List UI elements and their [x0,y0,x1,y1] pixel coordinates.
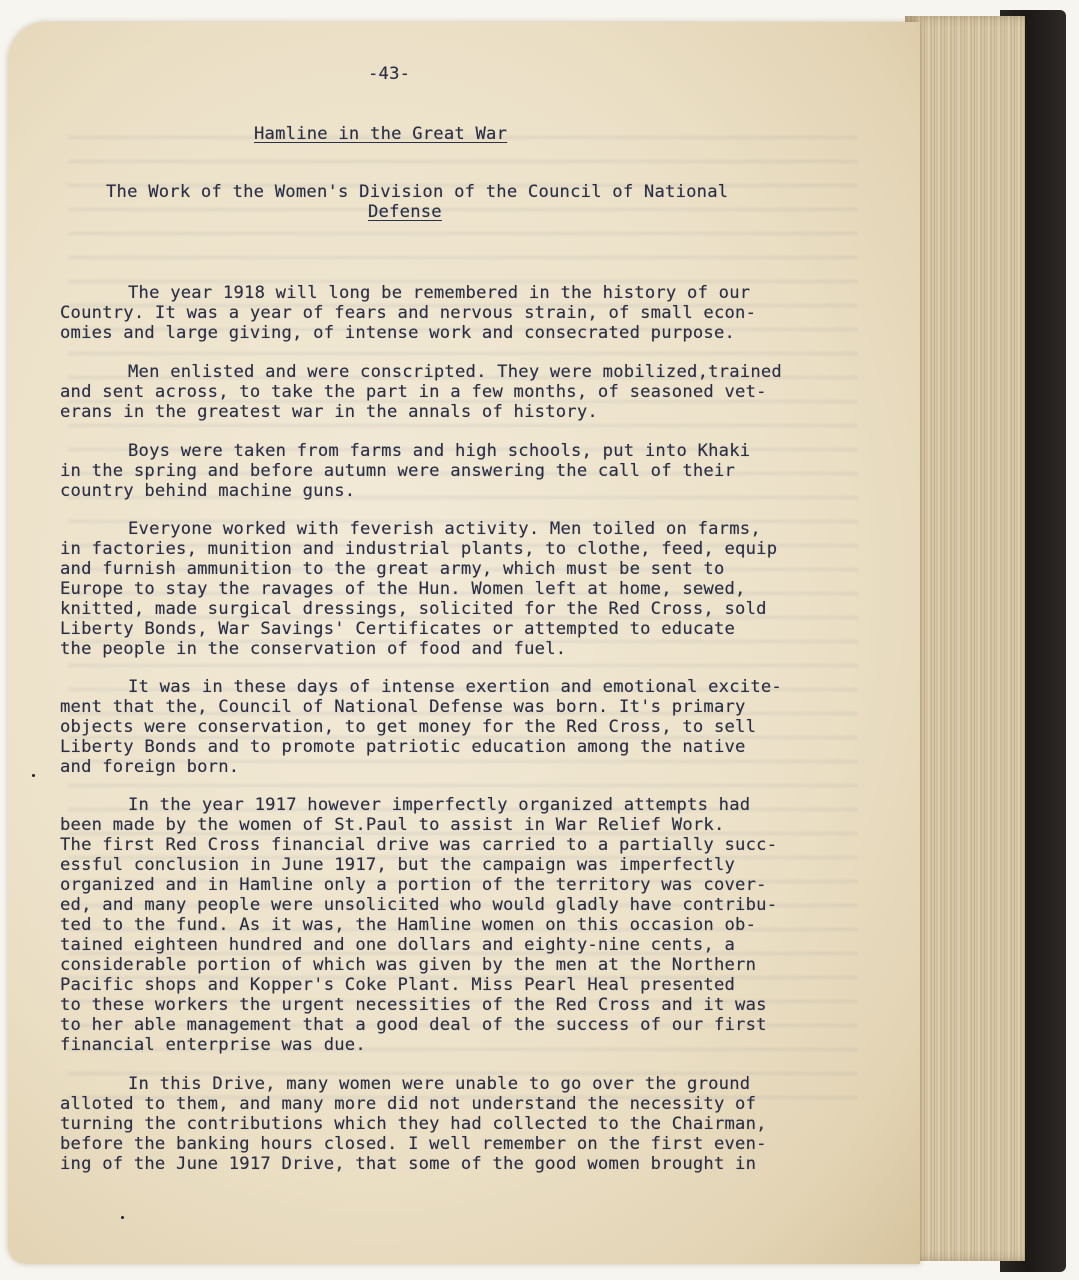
text-line: ing of the June 1917 Drive, that some of the good women brought in [60,1154,757,1174]
text-line: Country. It was a year of fears and nervous strain, of small econ- [60,303,757,323]
text-line: tained eighteen hundred and one dollars and eighty-nine cents, a [60,935,736,955]
text-line: In this Drive, many women were unable to go over the ground [128,1074,751,1094]
text-line: It was in these days of intense exertion and emotional excite- [128,677,782,697]
page-number: -43- [368,64,411,84]
text-line: essful conclusion in June 1917, but the campaign was imperfectly [60,855,736,875]
text-line: alloted to them, and many more did not understand the necessity of [60,1094,757,1114]
text-line: organized and in Hamline only a portion of the territory was cover- [60,875,767,895]
text-line: Everyone worked with feverish activity. Men toiled on farms, [128,519,761,539]
text-line: Men enlisted and were conscripted. They were mobilized,trained [128,362,782,382]
text-line: ment that the, Council of National Defense was born. It's primary [60,697,746,717]
text-line: Pacific shops and Kopper's Coke Plant. Miss Pearl Heal presented [60,975,736,995]
text-line: country behind machine guns. [60,481,356,501]
text-line: In the year 1917 however imperfectly organized attempts had [128,795,751,815]
text-line: considerable portion of which was given by the men at the Northern [60,955,757,975]
ink-speck [32,774,35,777]
text-line: to these workers the urgent necessities of the Red Cross and it was [60,995,767,1015]
text-line: ed, and many people were unsolicited who would gladly have contribu- [60,895,778,915]
text-line: financial enterprise was due. [60,1035,366,1055]
text-line: Europe to stay the ravages of the Hun. Women left at home, sewed, [60,579,746,599]
page-heading: Hamline in the Great War [254,124,508,144]
text-line: objects were conservation, to get money for the Red Cross, to sell [60,717,757,737]
text-line: knitted, made surgical dressings, solicited for the Red Cross, sold [60,599,767,619]
text-line: turning the contributions which they had collected to the Chairman, [60,1114,767,1134]
text-line: and foreign born. [60,757,240,777]
text-line: Boys were taken from farms and high schools, put into Khaki [128,441,751,461]
text-line: the people in the conservation of food and fuel. [60,639,567,659]
text-line: ted to the fund. As it was, the Hamline women on this occasion ob- [60,915,757,935]
subheading-line-1: The Work of the Women's Division of the Council of National [106,182,729,202]
text-line: Liberty Bonds and to promote patriotic education among the native [60,737,746,757]
text-line: The first Red Cross financial drive was carried to a partially succ- [60,835,778,855]
text-line: The year 1918 will long be remembered in the history of our [128,283,751,303]
stacked-page-edges [905,16,1025,1261]
text-line: to her able management that a good deal of the success of our first [60,1015,767,1035]
text-line: in factories, munition and industrial plants, to clothe, feed, equip [60,539,778,559]
text-line: erans in the greatest war in the annals of history. [60,402,598,422]
text-line: and sent across, to take the part in a few months, of seasoned vet- [60,382,767,402]
ink-speck [121,1216,124,1219]
text-line: and furnish ammunition to the great army, which must be sent to [60,559,725,579]
subheading-line-2: Defense [368,202,442,222]
text-line: in the spring and before autumn were answering the call of their [60,461,736,481]
typed-page [8,22,920,1264]
text-line: before the banking hours closed. I well remember on the first even- [60,1134,767,1154]
text-line: been made by the women of St.Paul to assist in War Relief Work. [60,815,725,835]
text-line: omies and large giving, of intense work and consecrated purpose. [60,323,736,343]
text-line: Liberty Bonds, War Savings' Certificates or attempted to educate [60,619,736,639]
